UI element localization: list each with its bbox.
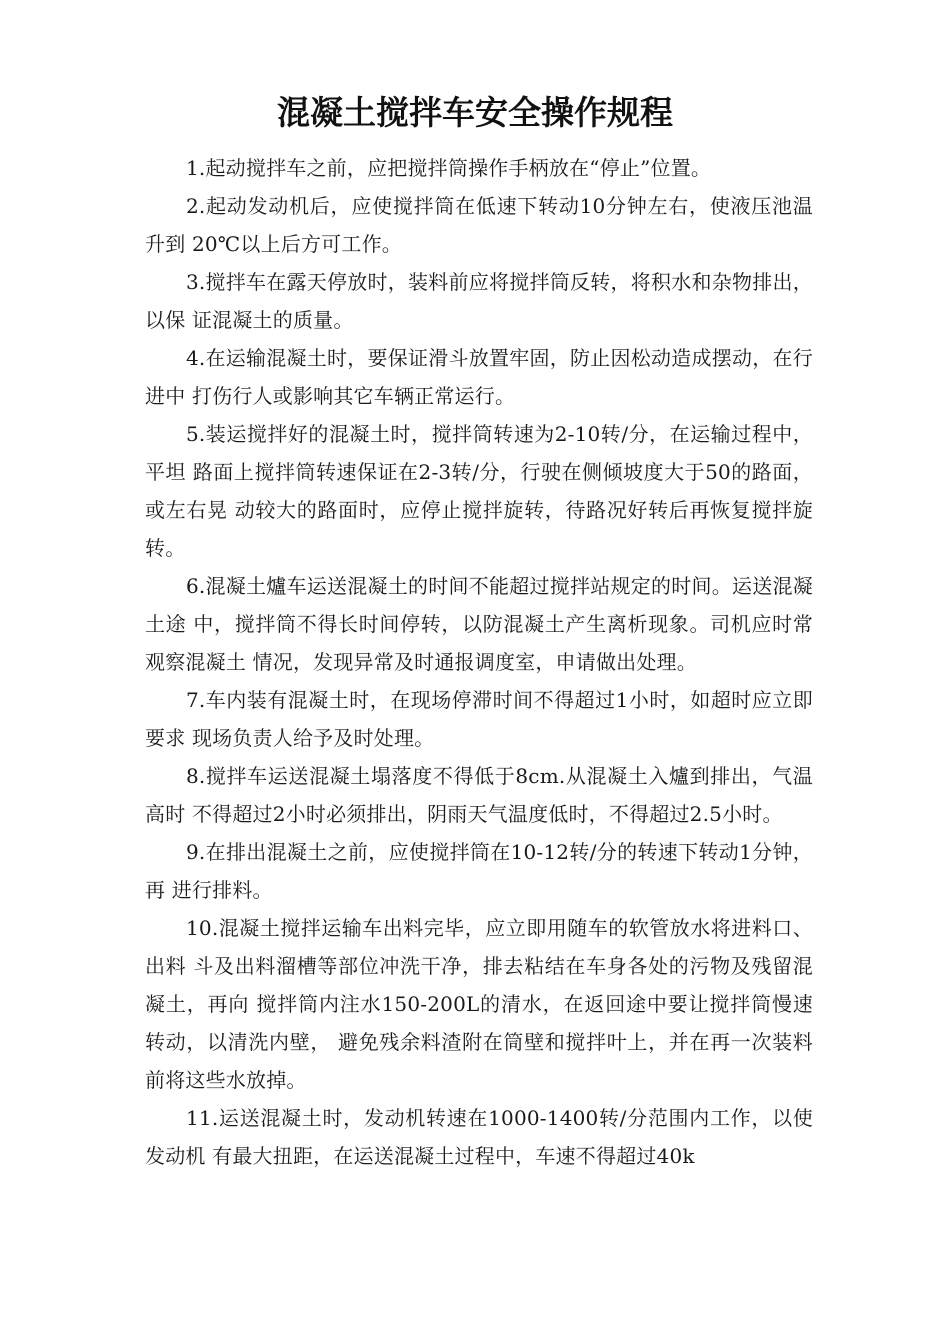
paragraph-4: 4.在运输混凝土时，要保证滑斗放置牢固，防止因松动造成摆动，在行进中 打伤行人或影响其它车辆正常运行。 bbox=[145, 346, 813, 408]
paragraph-3: 3.搅拌车在露天停放时，装料前应将搅拌筒反转，将积水和杂物排出，以保 证混凝土的质量。 bbox=[145, 270, 813, 332]
paragraph-9: 9.在排出混凝土之前，应使搅拌筒在10-12转/分的转速下转动1分钟，再 进行排料。 bbox=[145, 840, 813, 902]
paragraph-2: 2.起动发动机后，应使搅拌筒在低速下转动10分钟左右，使液压池温升到 20℃以上后方可工作。 bbox=[145, 194, 813, 256]
document-body bbox=[145, 149, 813, 1175]
paragraph-7: 7.车内装有混凝土时，在现场停滞时间不得超过1小时，如超时应立即要求 现场负责人给予及时处理。 bbox=[145, 688, 813, 750]
paragraph-6: 6.混凝土爐车运送混凝土的时间不能超过搅拌站规定的时间。运送混凝土途 中，搅拌筒不得长时间停转，以防混凝土产生离析现象。司机应时常观察混凝土 情况，发现异常及时通报调度室，申请做出处理。 bbox=[145, 574, 813, 674]
paragraph-5: 5.装运搅拌好的混凝土时，搅拌筒转速为2-10转/分，在运输过程中，平坦 路面上搅拌筒转速保证在2-3转/分，行驶在侧倾坡度大于50的路面，或左右晃 动较大的路面时，应停止搅拌旋转，待路况好转后再恢复搅拌旋转。 bbox=[145, 422, 813, 560]
document-title: 混凝土搅拌车安全操作规程 bbox=[277, 93, 673, 132]
paragraph-8: 8.搅拌车运送混凝土塌落度不得低于8cm.从混凝土入爐到排出，气温高时 不得超过2小时必须排出，阴雨天气温度低时，不得超过2.5小时。 bbox=[145, 764, 813, 826]
paragraph-11: 11.运送混凝土时，发动机转速在1000-1400转/分范围内工作，以使发动机 有最大扭距，在运送混凝土过程中，车速不得超过40k bbox=[145, 1106, 813, 1168]
paragraph-10: 10.混凝土搅拌运输车出料完毕，应立即用随车的软管放水将进料口、出料 斗及出料溜槽等部位冲洗干净，排去粘结在车身各处的污物及残留混凝土，再向 搅拌筒内注水150-200L的清水，在返回途中要让搅拌筒慢速转动，以清洗内壁， 避免残余料渣附在筒壁和搅拌叶上，并在再一次装料前将这些水放掉。 bbox=[145, 916, 813, 1092]
paragraph-1: 1.起动搅拌车之前，应把搅拌筒操作手柄放在“停止”位置。 bbox=[186, 156, 712, 180]
